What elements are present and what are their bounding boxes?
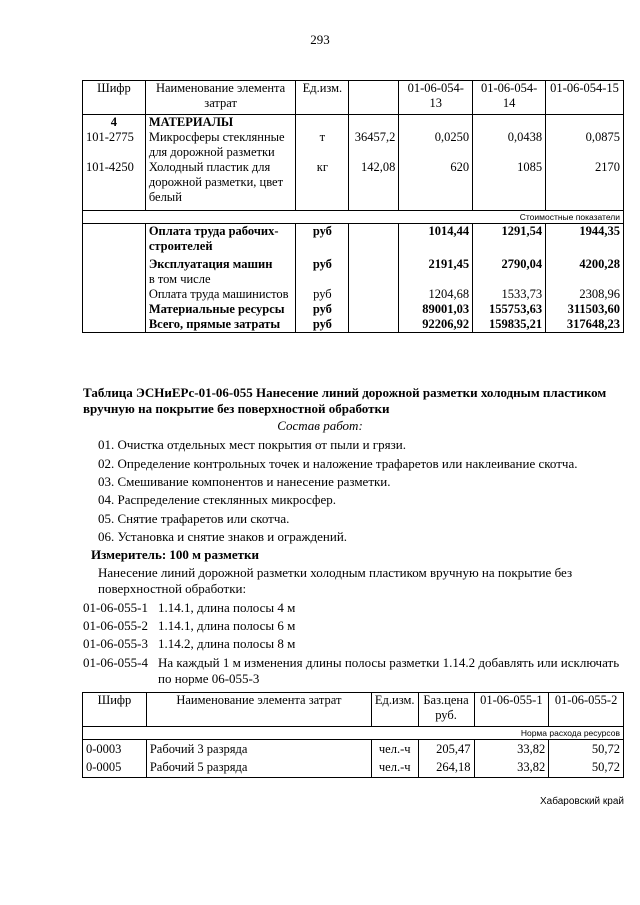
resource-table-054 <box>82 80 624 333</box>
cost-name: Материальные ресурсы <box>145 302 296 317</box>
table-row <box>83 130 624 160</box>
cost-unit: руб <box>296 302 349 317</box>
row-value-1: 33,82 <box>474 759 549 778</box>
section-row <box>83 115 624 131</box>
cost-name: в том числе <box>145 272 296 287</box>
norm-description: 1.14.1, длина полосы 6 м <box>158 618 296 633</box>
header-unit: Ед.изм. <box>371 693 418 727</box>
cost-row <box>83 257 624 272</box>
cost-unit: руб <box>296 257 349 272</box>
cost-value-2: 155753,63 <box>473 302 546 317</box>
cost-value-3: 2308,96 <box>546 287 624 302</box>
resource-table-055 <box>82 692 624 778</box>
cost-value-1: 92206,92 <box>399 317 473 333</box>
row-name: Рабочий 3 разряда <box>146 740 371 759</box>
table-row <box>83 759 624 778</box>
row-name: Микросферы стеклянные для дорожной разметки <box>145 130 296 160</box>
row-code: 101-2775 <box>83 130 146 160</box>
row-name: Рабочий 5 разряда <box>146 759 371 778</box>
row-unit: чел.-ч <box>371 740 418 759</box>
work-item: 03. Смешивание компонентов и нанесение разметки. <box>98 474 391 489</box>
section-number: 4 <box>83 115 146 131</box>
cost-unit: руб <box>296 223 349 257</box>
header-col-2: 01-06-054-14 <box>473 81 546 115</box>
norm-code: 01-06-055-1 <box>83 600 148 615</box>
cost-name: Эксплуатация машин <box>145 257 296 272</box>
section-description: Нанесение линий дорожной разметки холодным пластиком вручную на покрытие без поверхностной обработки: <box>98 565 573 596</box>
cost-value-1: 89001,03 <box>399 302 473 317</box>
cost-name: Оплата труда машинистов <box>145 287 296 302</box>
cost-value-2: 159835,21 <box>473 317 546 333</box>
row-unit: т <box>296 130 349 160</box>
header-name: Наименование элемента затрат <box>146 693 371 727</box>
table-title: Таблица ЭСНиЕРс-01-06-055 Нанесение линий дорожной разметки холодным пластиком вручную на покрытие без поверхностной обработки <box>83 385 607 416</box>
cost-value-3: 317648,23 <box>546 317 624 333</box>
norm-code: 01-06-055-4 <box>83 655 148 670</box>
cost-value-3: 311503,60 <box>546 302 624 317</box>
header-code: Шифр <box>83 81 146 115</box>
section-title: МАТЕРИАЛЫ <box>145 115 296 131</box>
header-price <box>349 81 399 115</box>
row-unit: чел.-ч <box>371 759 418 778</box>
cost-indicators-label: Стоимостные показатели <box>83 210 624 223</box>
cost-value-1: 2191,45 <box>399 257 473 272</box>
meter-label: Измеритель: 100 м разметки <box>91 547 260 562</box>
work-item: 06. Установка и снятие знаков и ограждений. <box>98 529 348 544</box>
cost-unit: руб <box>296 317 349 333</box>
norm-code: 01-06-055-2 <box>83 618 148 633</box>
cost-value-2: 1291,54 <box>473 223 546 257</box>
work-item: 01. Очистка отдельных мест покрытия от пыли и грязи. <box>98 437 406 452</box>
cost-value-1: 1204,68 <box>399 287 473 302</box>
row-price: 264,18 <box>418 759 474 778</box>
footer-region: Хабаровский край <box>539 796 624 807</box>
header-name: Наименование элемента затрат <box>145 81 296 115</box>
header-col-1: 01-06-055-1 <box>474 693 549 727</box>
norm-code: 01-06-055-3 <box>83 636 148 651</box>
row-code: 0-0003 <box>83 740 147 759</box>
row-value-3: 2170 <box>546 160 624 210</box>
row-price: 205,47 <box>418 740 474 759</box>
header-price: Баз.цена руб. <box>418 693 474 727</box>
row-value-3: 0,0875 <box>546 130 624 160</box>
row-code: 101-4250 <box>83 160 146 210</box>
row-value-1: 620 <box>399 160 473 210</box>
row-code: 0-0005 <box>83 759 147 778</box>
table-header-row <box>83 693 624 727</box>
header-col-1: 01-06-054-13 <box>399 81 473 115</box>
norm-description: 1.14.1, длина полосы 4 м <box>158 600 296 615</box>
header-code: Шифр <box>83 693 147 727</box>
page-number: 293 <box>310 32 330 47</box>
header-col-2: 01-06-055-2 <box>549 693 624 727</box>
cost-name: Всего, прямые затраты <box>145 317 296 333</box>
row-price: 36457,2 <box>349 130 399 160</box>
cost-row <box>83 223 624 257</box>
table-row <box>83 740 624 759</box>
work-item: 05. Снятие трафаретов или скотча. <box>98 511 290 526</box>
cost-row <box>83 302 624 317</box>
cost-unit: руб <box>296 287 349 302</box>
header-unit: Ед.изм. <box>296 81 349 115</box>
work-item: 02. Определение контрольных точек и наложение трафаретов или наклеивание скотча. <box>98 456 578 471</box>
norm-label: Норма расхода ресурсов <box>83 727 624 740</box>
norm-description: На каждый 1 м изменения длины полосы разметки 1.14.2 добавлять или исключать по норме 06-055-3 <box>158 655 620 686</box>
cost-value-3: 4200,28 <box>546 257 624 272</box>
row-value-1: 33,82 <box>474 740 549 759</box>
norm-description: 1.14.2, длина полосы 8 м <box>158 636 296 651</box>
cost-row <box>83 272 624 287</box>
cost-name: Оплата труда рабочих-строителей <box>145 223 296 257</box>
subheader-row <box>83 727 624 740</box>
cost-row <box>83 317 624 333</box>
header-col-3: 01-06-054-15 <box>546 81 624 115</box>
cost-row <box>83 287 624 302</box>
row-value-2: 0,0438 <box>473 130 546 160</box>
table-row <box>83 160 624 210</box>
row-value-2: 1085 <box>473 160 546 210</box>
cost-value-2: 1533,73 <box>473 287 546 302</box>
composition-label: Состав работ: <box>277 418 363 433</box>
row-name: Холодный пластик для дорожной разметки, цвет белый <box>145 160 296 210</box>
cost-value-1: 1014,44 <box>399 223 473 257</box>
row-value-2: 50,72 <box>549 740 624 759</box>
row-price: 142,08 <box>349 160 399 210</box>
row-value-2: 50,72 <box>549 759 624 778</box>
subheader-row <box>83 210 624 223</box>
cost-value-3: 1944,35 <box>546 223 624 257</box>
work-item: 04. Распределение стеклянных микросфер. <box>98 492 336 507</box>
row-value-1: 0,0250 <box>399 130 473 160</box>
table-header-row <box>83 81 624 115</box>
cost-value-2: 2790,04 <box>473 257 546 272</box>
row-unit: кг <box>296 160 349 210</box>
